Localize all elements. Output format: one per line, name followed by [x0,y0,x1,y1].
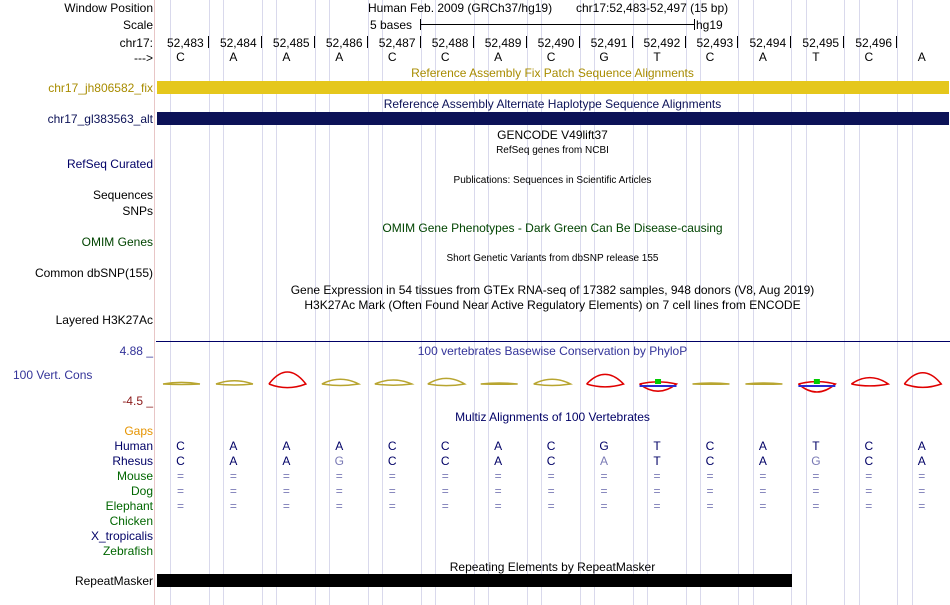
alignment-base: A [229,454,238,468]
alignment-base: = [282,484,290,498]
alignment-base: G [811,454,821,468]
ruler-tick-label: 52,492 [643,36,681,50]
ruler-tick-label: 52,488 [431,36,469,50]
alignment-base: = [388,484,396,498]
alignment-base: = [918,469,926,483]
conservation-mark [216,381,253,385]
base-letter: C [546,50,556,64]
alignment-base: C [546,454,556,468]
repeat-element-bar[interactable] [157,574,792,587]
alignment-base: = [812,469,820,483]
ruler-tick-label: 52,483 [167,36,204,50]
alignment-base: C [705,454,715,468]
ruler-tick-label: 52,495 [802,36,840,50]
alignment-base: = [812,484,820,498]
conservation-mark [481,383,518,384]
h3k27-label[interactable]: Layered H3K27Ac [55,313,153,327]
alignment-base: = [388,499,396,513]
alignment-base: A [335,439,344,453]
alignment-base: C [176,454,185,468]
alignment-base: A [494,454,503,468]
alignment-base: A [758,454,767,468]
alignment-base: = [547,484,555,498]
alignment-base: = [229,499,237,513]
alignment-base: = [494,499,502,513]
alignment-base: T [812,439,820,453]
refseq-label[interactable]: RefSeq Curated [66,157,153,171]
strand-arrow: ---> [134,51,153,65]
alignment-base: = [759,469,767,483]
alignment-base: = [388,469,396,483]
alignment-base: C [387,439,397,453]
alignment-base: = [600,469,608,483]
alignment-base: T [653,439,661,453]
alignment-base: C [864,439,874,453]
gencode-title: GENCODE V49lift37 [497,128,608,142]
base-letter: A [229,50,238,64]
base-letter: A [335,50,344,64]
alignment-base: A [494,439,503,453]
alignment-base: G [334,454,344,468]
alignment-base: A [917,439,926,453]
alignment-base: = [653,484,661,498]
alignment-base: = [759,499,767,513]
phylop-title: 100 vertebrates Basewise Conservation by PhyloP [417,344,688,358]
base-letter: T [653,50,661,64]
species-label[interactable]: Rhesus [112,454,153,468]
base-letter: C [387,50,397,64]
position-text: chr17:52,483-52,497 (15 bp) [576,1,729,15]
species-label[interactable]: X_tropicalis [90,529,153,543]
alignment-base: = [176,484,184,498]
ruler-tick-label: 52,484 [219,36,257,50]
alignment-base: = [547,499,555,513]
alignment-base: = [282,469,290,483]
alignment-base: = [759,484,767,498]
gaps-label[interactable]: Gaps [124,424,153,438]
cons-min-label: -4.5 _ [122,394,153,408]
alignment-base: = [706,469,714,483]
alt-track-title: Reference Assembly Alternate Haplotype Sequence Alignments [383,97,722,111]
alignment-base: = [176,499,184,513]
alt-track-label[interactable]: chr17_gl383563_alt [47,112,153,126]
species-label[interactable]: Elephant [105,499,153,513]
alignment-base: = [282,499,290,513]
alignment-base: C [440,454,450,468]
scale-text: 5 bases [370,18,413,32]
alignment-base: C [387,454,397,468]
window-position-label: Window Position [64,1,153,15]
h3k27-title: H3K27Ac Mark (Often Found Near Active Regulatory Elements) on 7 cell lines from ENCODE [304,298,801,312]
base-letter: C [705,50,715,64]
omim-label[interactable]: OMIM Genes [81,235,153,249]
conservation-mark [851,378,888,386]
ruler-tick-label: 52,486 [325,36,363,50]
alignment-base: = [600,484,608,498]
cons-max-label: 4.88 _ [119,344,153,358]
alignment-base: = [335,499,343,513]
ruler-tick-label: 52,487 [378,36,416,50]
repeatmasker-label[interactable]: RepeatMasker [74,574,153,588]
alignment-base: = [494,484,502,498]
alignment-base: C [864,454,874,468]
alignment-base: = [865,469,873,483]
sequences-label[interactable]: Sequences [92,188,153,202]
species-label[interactable]: Human [114,439,153,453]
alignment-base: C [546,439,556,453]
alignment-base: = [441,499,449,513]
alignment-base: = [229,469,237,483]
alignment-base: A [282,439,291,453]
alignment-base: A [229,439,238,453]
conservation-mark [322,379,359,385]
refseq-title: RefSeq genes from NCBI [496,145,609,156]
conservation-mark [904,373,941,388]
ruler-tick-label: 52,496 [855,36,893,50]
conservation-mark [587,374,624,386]
conservation-mark [163,382,200,384]
alignment-base: A [917,454,926,468]
omim-title: OMIM Gene Phenotypes - Dark Green Can Be Disease-causing [382,221,723,235]
fix-track-label[interactable]: chr17_jh806582_fix [48,81,153,95]
alignment-base: = [918,484,926,498]
alignment-base: G [599,439,609,453]
multiz-title: Multiz Alignments of 100 Vertebrates [455,410,650,424]
conservation-mark [269,372,306,388]
alignment-base: = [229,484,237,498]
assembly-text: Human Feb. 2009 (GRCh37/hg19) [368,1,553,15]
base-letter: C [176,50,185,64]
alignment-base: = [812,499,820,513]
alignment-base: = [441,469,449,483]
alignment-base: = [918,499,926,513]
alignment-base: A [758,439,767,453]
alignment-base: = [706,484,714,498]
conservation-highlight [814,379,820,384]
conservation-highlight [655,379,661,384]
alignment-base: = [600,499,608,513]
fix-track-title: Reference Assembly Fix Patch Sequence Alignments [411,66,694,80]
base-letter: A [494,50,503,64]
alignment-base: = [176,469,184,483]
publications-title: Publications: Sequences in Scientific Articles [453,175,652,186]
alignment-base: T [653,454,661,468]
species-label[interactable]: Dog [130,484,153,498]
species-label[interactable]: Chicken [109,514,153,528]
alignment-base: = [494,469,502,483]
base-letter: A [758,50,767,64]
alignment-base: = [865,484,873,498]
base-letter: C [440,50,450,64]
chrom-label: chr17: [119,36,153,50]
repeat-title: Repeating Elements by RepeatMasker [449,560,656,574]
alignment-base: C [440,439,450,453]
ruler-tick-label: 52,485 [272,36,310,50]
conservation-mark [428,378,465,385]
alignment-base: A [600,454,609,468]
alignment-base: = [653,499,661,513]
conservation-mark [745,383,782,384]
alignment-base: = [335,484,343,498]
alignment-base: = [865,499,873,513]
species-label[interactable]: Zebrafish [102,544,153,558]
conservation-mark [375,380,412,385]
ruler-tick-label: 52,490 [537,36,575,50]
snps-label[interactable]: SNPs [122,204,153,218]
conservation-mark [693,383,730,384]
conservation-mark [534,379,571,385]
dbsnp-title: Short Genetic Variants from dbSNP release 155 [446,253,659,264]
alignment-base: C [705,439,715,453]
dbsnp-label[interactable]: Common dbSNP(155) [34,266,153,280]
alignment-base: = [547,469,555,483]
alignment-base: = [441,484,449,498]
base-letter: A [917,50,926,64]
alignment-base: = [653,469,661,483]
alignment-base: C [176,439,185,453]
cons-track-label[interactable]: 100 Vert. Cons [13,368,93,382]
alignment-base: = [335,469,343,483]
ruler-tick-label: 52,493 [696,36,734,50]
base-letter: A [282,50,291,64]
ruler-tick-label: 52,494 [749,36,787,50]
ruler-tick-label: 52,489 [484,36,522,50]
db-text: hg19 [696,18,723,32]
alignment-base: = [706,499,714,513]
gtex-title: Gene Expression in 54 tissues from GTEx RNA-seq of 17382 samples, 948 donors (V8, Aug 2019) [290,283,815,297]
alignment-base: A [282,454,291,468]
base-letter: G [599,50,609,64]
species-label[interactable]: Mouse [116,469,153,483]
base-letter: C [864,50,874,64]
ruler-tick-label: 52,491 [590,36,628,50]
base-letter: T [812,50,820,64]
scale-label: Scale [122,18,153,32]
